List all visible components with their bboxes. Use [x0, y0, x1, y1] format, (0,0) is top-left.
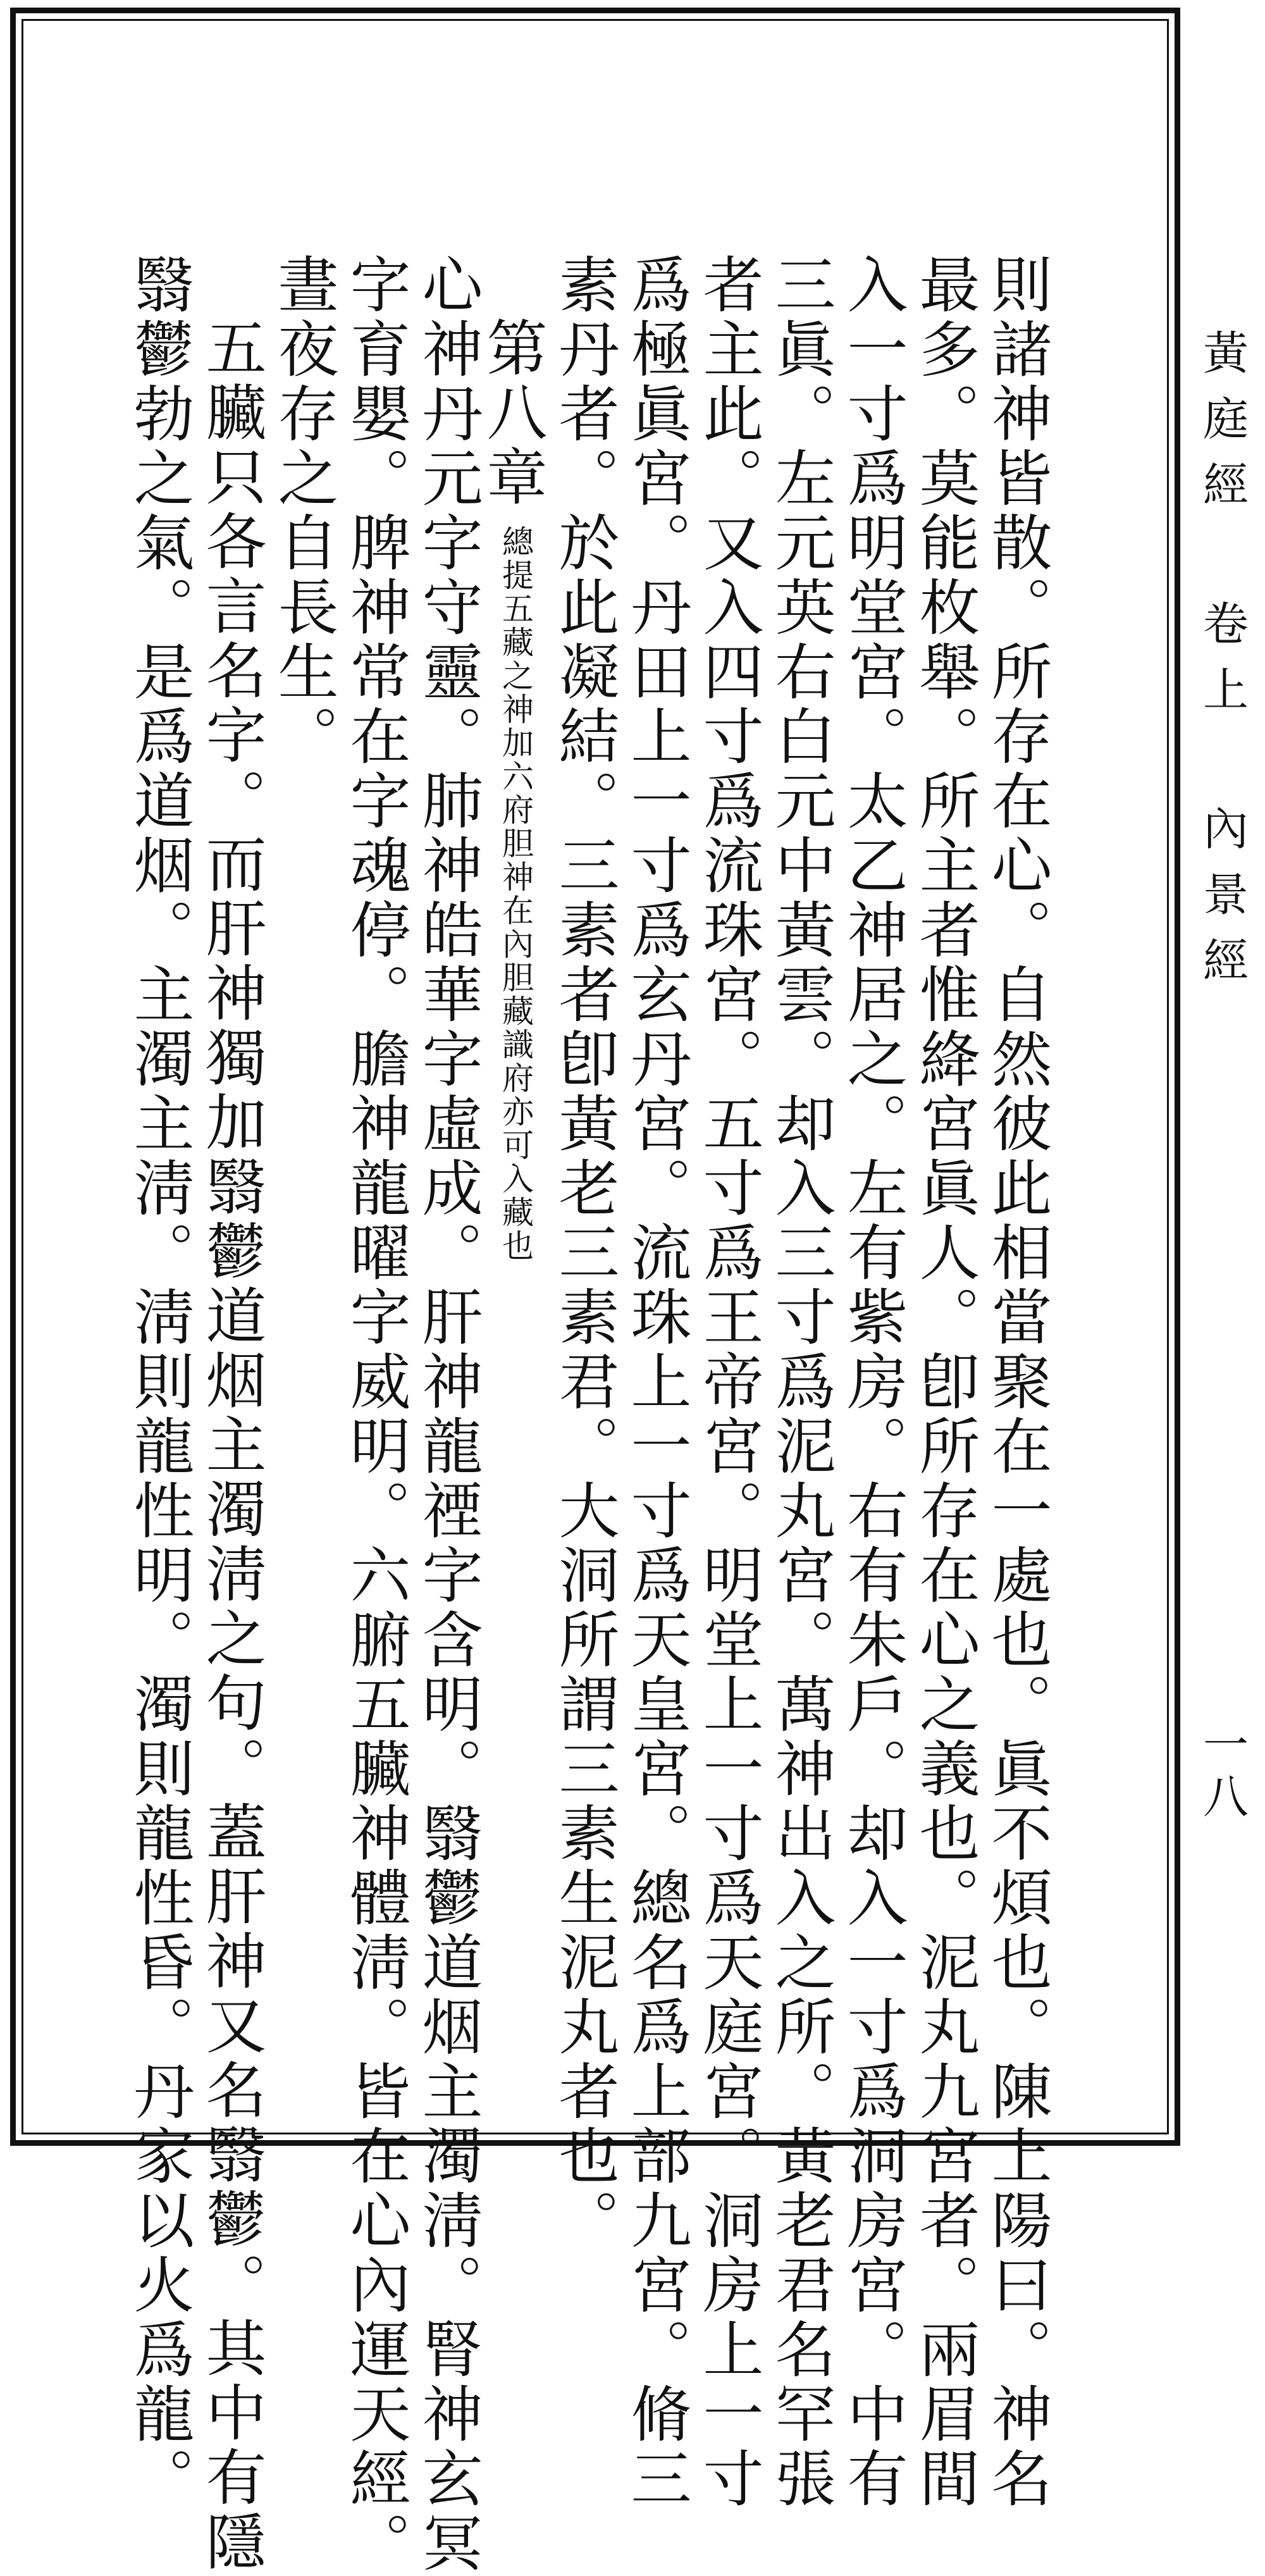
text-column-1: 則諸神皆散。所存在心。自然彼此相當聚在一處也。眞不煩也。陳上陽曰。神名 [982, 253, 1052, 2511]
text-column-3: 入一寸爲明堂宮。太乙神居之。左有紫房。右有朱戶。却入一寸爲洞房宮。中有 [837, 253, 908, 2511]
page-number: 一八 [1195, 1721, 1249, 1824]
text-column-6: 爲極眞宮。丹田上一寸爲玄丹宮。流珠上一寸爲天皇宮。總名爲上部九宮。脩三 [621, 253, 692, 2511]
commentary-column-1: 五臟只各言名字。而肝神獨加翳鬱道烟主濁淸之句。蓋肝神又名翳鬱。其中有隱 [196, 316, 267, 2575]
chapter-note: 總提五藏之神加六府胆神在內胆藏識府亦可入藏也 [497, 525, 534, 1263]
text-column-5: 者主此。又入四寸爲流珠宮。五寸爲王帝宮。明堂上一寸爲天庭宮。洞房上一寸 [693, 253, 764, 2511]
verse-column-1: 心神丹元字守靈。肺神皓華字虛成。肝神龍禋字含明。翳鬱道烟主濁淸。腎神玄冥 [412, 253, 483, 2576]
text-column-2: 最多。莫能枚舉。所主者惟絳宮眞人。卽所存在心之義也。泥丸九宮者。兩眉間 [910, 253, 980, 2511]
text-column-4: 三眞。左元英右白元中黃雲。却入三寸爲泥丸宮。萬神出入之所。黃老君名罕張 [765, 253, 836, 2511]
running-head: 黃庭經 卷上 內景經 [1195, 329, 1249, 1002]
text-column-7: 素丹者。於此凝結。三素者卽黃老三素君。大洞所謂三素生泥丸者也。 [549, 253, 620, 2253]
chapter-heading: 第八章 [477, 316, 548, 510]
commentary-column-2: 翳鬱勃之氣。是爲道烟。主濁主淸。淸則龍性明。濁則龍性昏。丹家以火爲龍。 [124, 253, 195, 2511]
verse-column-3: 晝夜存之自長生。 [268, 253, 339, 769]
verse-column-2: 字育嬰。脾神常在字魂停。膽神龍曜字威明。六腑五臟神體淸。皆在心內運天經。 [340, 253, 411, 2576]
